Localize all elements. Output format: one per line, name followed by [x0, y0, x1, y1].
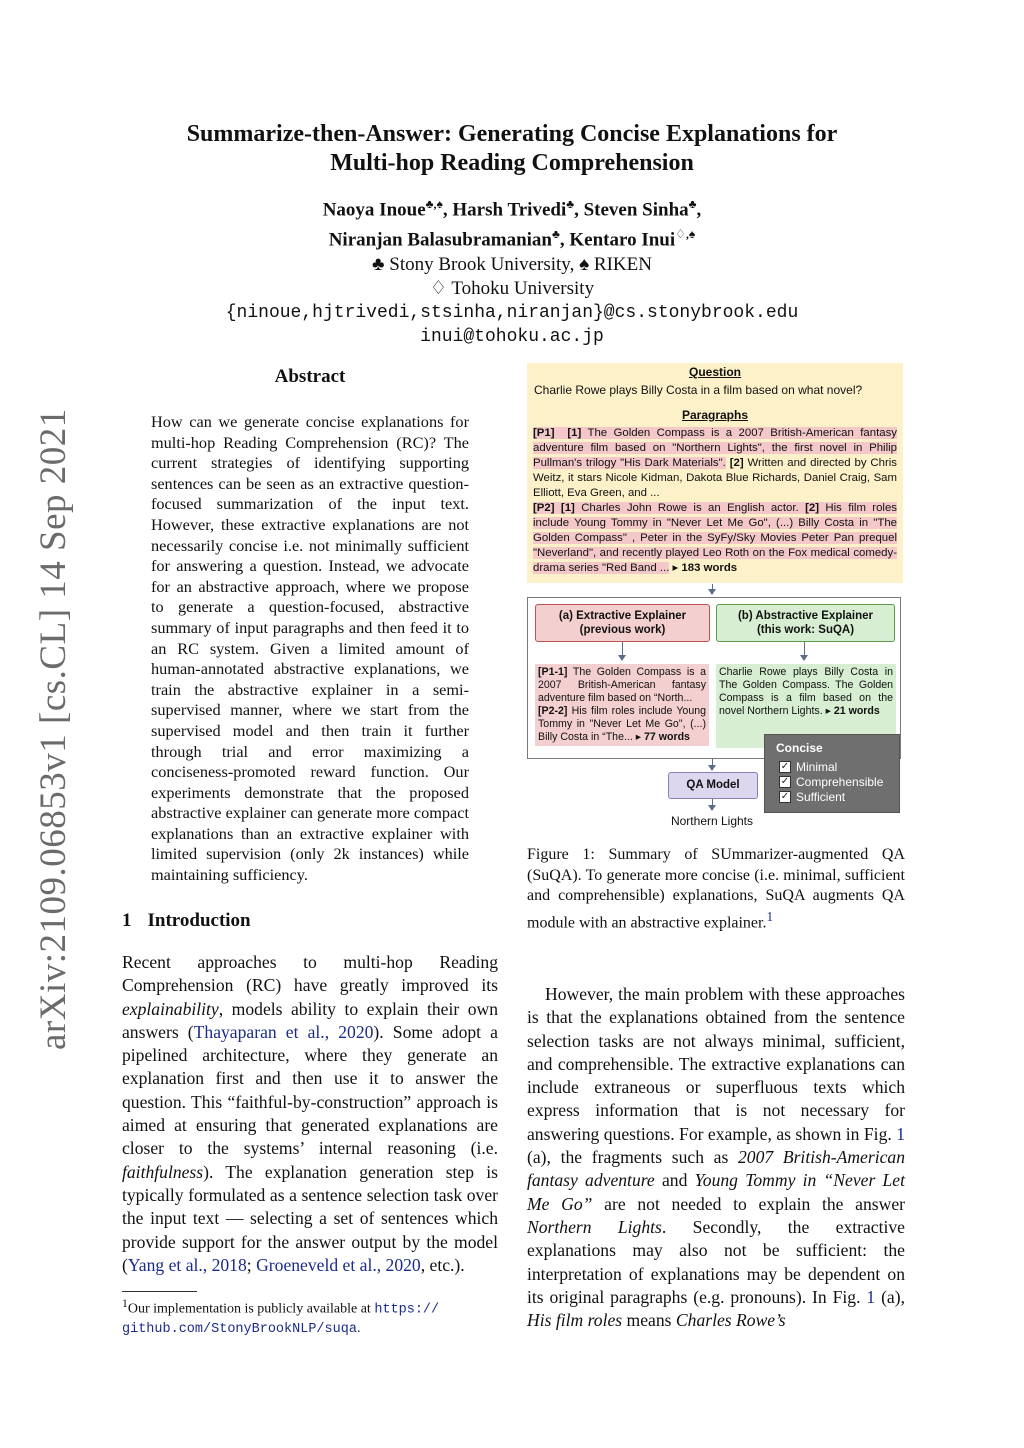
- affil-mark: ♣: [566, 197, 575, 211]
- email-2: inui@tohoku.ac.jp: [420, 326, 604, 347]
- answer-text: Northern Lights: [670, 814, 754, 828]
- section-number: 1: [122, 910, 132, 931]
- author-name: Steven Sinha: [583, 199, 689, 221]
- footnote-url[interactable]: https://: [374, 1302, 440, 1318]
- paragraphs-heading: Paragraphs: [681, 408, 749, 422]
- sent-tag: [P2-2]: [538, 705, 568, 717]
- extractive-explainer-box: [535, 604, 710, 642]
- question-heading: Question: [688, 365, 741, 379]
- paragraphs-text: [533, 426, 897, 576]
- word-count: ▸ 77 words: [635, 731, 690, 743]
- intro-paragraph: [122, 951, 498, 1277]
- section-heading: [122, 910, 267, 932]
- text-run: ). Some adopt a pipelined architecture, where they generate an explanation first and then use it to answer the question. This “faithful-by-construction” approach is aimed at ensuring that generated explanations are closer to the systems’ internal reasoning (i.e.: [122, 1021, 498, 1159]
- abstract-text: How can we generate concise explanations for multi-hop Reading Comprehension (RC)? The current strategies of identifying supporting sentences can be seen as an extractive question-focused summarization of the input text. However, these extractive explanations are not necessarily concise i.e. not minimally sufficient for answering a question. Instead, we advocate for an abstractive approach, where we propose to generate a question-focused, abstractive summary of input paragraphs and then feed it to an RC system. Given a limited amount of human-annotated abstractive explanations, we train the abstractive explainer in a semi-supervised manner, where we start from the supervised model and then train it further through trial and error maximizing a conciseness-promoted reward function. Our experiments demonstrate that the proposed abstractive explainer can generate more compact explanations than an extractive explainer with limited supervision (only 2k instances) while maintaining sufficiency.: [151, 412, 469, 885]
- section-title: Introduction: [147, 910, 251, 931]
- text-run: Recent approaches to multi-hop Reading Comprehension (RC) have greatly improved its: [122, 952, 498, 996]
- affiliation-2: ♢ Tohoku University: [429, 277, 595, 299]
- emphasis: Charles Rowe’s: [675, 1310, 786, 1331]
- citation-link[interactable]: Groeneveld et al., 2020: [256, 1254, 421, 1275]
- footnote-url[interactable]: github.com/StonyBrookNLP/suqa: [122, 1321, 357, 1337]
- caption-text: Summary of SUmmarizer-augmented QA (SuQA). To generate more concise (i.e. minimal, sufficient and comprehensible) explanations, SuQA augments QA module with an abstractive explainer.: [527, 846, 906, 931]
- footnote-end: .: [356, 1320, 361, 1336]
- text-run: . Secondly, the extractive explanations may also not be sufficient: the interpretation of explanations may be dependent on its original paragraphs (e.g. pronouns). In Fig.: [527, 1216, 905, 1307]
- footnote-rule: [122, 1291, 197, 1292]
- para-tag: [P2] [1]: [533, 502, 575, 514]
- text-run: are not needed to explain the answer: [592, 1193, 905, 1214]
- checkbox-item: [779, 760, 837, 774]
- checkbox-label: Comprehensible: [796, 775, 884, 789]
- text-run: However, the main problem with these approaches is that the explanations obtained from the sentence selection tasks are not always minimal, sufficient, and comprehensible. The extractive explanations can include extraneous or superfluous texts which express information that is not necessary for answering questions. For example, as shown in Fig.: [527, 984, 905, 1144]
- arrow-head-icon: [708, 765, 716, 771]
- box-sublabel: (this work: SuQA): [756, 624, 855, 636]
- email-1: {ninoue,hjtrivedi,stsinha,niranjan}@cs.stonybrook.edu: [225, 302, 799, 323]
- sentence: Written and directed by Chris Weitz, it stars Nicole Kidman, Dakota Blue Richards, Daniel Craig, Sam Elliott, Eva Green, and ...: [533, 457, 897, 499]
- emphasis: 2007 British-American fantasy adventure: [527, 1147, 905, 1191]
- checkbox-label: Minimal: [796, 760, 838, 774]
- author-name: Harsh Trivedi: [452, 199, 567, 221]
- box-label: (a) Extractive Explainer: [558, 610, 687, 622]
- footnote-text: Our implementation is publicly available at: [127, 1301, 375, 1317]
- sentence: His film roles include Young Tommy in "Never Let Me Go", (...) Billy Costa in "The Golden Compass" , Peter in the SyFy/Sky Movies Peter Pan prequel "Neverland", and recently played Leo Roth on the Fox medical comedy-drama series "Red Band ...: [533, 502, 897, 574]
- emphasis: His film roles: [527, 1310, 623, 1331]
- figure-1: [527, 363, 905, 833]
- paper-title: [120, 120, 904, 178]
- input-box: [527, 363, 903, 583]
- arrow-head-icon: [800, 655, 808, 661]
- arrow-head-icon: [708, 589, 716, 595]
- emphasis: Young Tommy in “Never Let Me Go”: [527, 1170, 906, 1214]
- text-run: ). The explanation generation step is typically formulated as a sentence selection task over the input text — selecting a set of sentences which provide support for the answer output by the model (: [122, 1161, 498, 1275]
- sent-tag: [2]: [729, 457, 744, 469]
- text-run: ;: [246, 1254, 257, 1275]
- footnote-mark: 1: [122, 1297, 128, 1310]
- affil-mark: ♣: [552, 227, 560, 242]
- title-line-1: Summarize-then-Answer: Generating Concise Explanations for: [186, 121, 838, 147]
- author-name: Niranjan Balasubramanian: [328, 229, 552, 251]
- concise-legend: [764, 734, 900, 813]
- citation-link[interactable]: Thayaparan et al., 2020: [193, 1021, 374, 1042]
- qa-model-box: QA Model: [668, 772, 758, 799]
- checkbox-item: [779, 790, 845, 804]
- text-run: (a), the fragments such as: [527, 1147, 738, 1168]
- figure-ref-link[interactable]: 1: [896, 1123, 905, 1144]
- arrow-head-icon: [618, 655, 626, 661]
- text-run: (a),: [875, 1286, 905, 1307]
- footnote-ref[interactable]: 1: [766, 908, 774, 924]
- sentence: His film roles include Young Tommy in "Never Let Me Go", (...) Billy Costa in “The...: [538, 705, 706, 743]
- sentence: The Golden Compass is a 2007 British-American fantasy adventure film based on “North...: [538, 666, 706, 704]
- text-run: and: [654, 1170, 695, 1191]
- question-text: Charlie Rowe plays Billy Costa in a film based on what novel?: [534, 383, 863, 397]
- affil-mark: ♣: [688, 197, 697, 211]
- sent-tag: [1]: [567, 427, 582, 439]
- para-tag: [P1]: [533, 427, 555, 439]
- checkbox-label: Sufficient: [796, 790, 846, 804]
- arrow-head-icon: [708, 805, 716, 811]
- affiliation-1: ♣ Stony Brook University, ♠ RIKEN: [372, 253, 652, 275]
- checkbox-icon: ✓: [780, 776, 790, 787]
- caption-label: Figure 1:: [527, 846, 595, 863]
- checkbox-icon: ✓: [780, 791, 790, 802]
- affil-mark: ♢,♠: [675, 227, 696, 242]
- emphasis: explainability: [122, 998, 219, 1019]
- citation-link[interactable]: Yang et al., 2018: [127, 1254, 247, 1275]
- abstract-heading: Abstract: [274, 366, 346, 387]
- author-name: Kentaro Inui: [569, 229, 676, 251]
- footnote: [122, 1295, 500, 1339]
- arxiv-stamp: arXiv:2109.06853v1 [cs.CL] 14 Sep 2021: [33, 408, 74, 1050]
- box-sublabel: (previous work): [579, 624, 666, 636]
- emphasis: Northern Lights: [527, 1216, 662, 1237]
- author-name: Naoya Inoue: [322, 199, 426, 221]
- extractive-output: [535, 664, 709, 746]
- author-line-2: Niranjan Balasubramanian♣, Kentaro Inui♢,♠: [328, 227, 696, 251]
- sent-tag: [P1-1]: [538, 666, 568, 678]
- author-block: [120, 192, 904, 349]
- summary-text: Charlie Rowe plays Billy Costa in The Golden Compass. The Golden Compass is a film based on the novel Northern Lights.: [719, 666, 893, 717]
- box-label: (b) Abstractive Explainer: [737, 610, 874, 622]
- right-column-paragraph: [527, 983, 905, 1332]
- sentence: Charles John Rowe is an English actor.: [574, 502, 799, 514]
- author-line-1: Naoya Inoue♣,♠, Harsh Trivedi♣, Steven Sinha♣,: [322, 197, 702, 221]
- title-line-2: Multi-hop Reading Comprehension: [330, 150, 694, 176]
- emphasis: faithfulness: [122, 1161, 204, 1182]
- checkbox-item: [779, 775, 883, 789]
- word-count: ▸ 21 words: [825, 705, 880, 717]
- abstractive-explainer-box: [716, 604, 895, 642]
- text-run: , models ability to explain their own answers (: [122, 998, 498, 1042]
- affil-mark: ♣,♠: [425, 197, 443, 211]
- figure-caption: [527, 845, 905, 933]
- word-count: ▸ 183 words: [672, 562, 738, 574]
- text-run: , etc.).: [420, 1254, 465, 1275]
- figure-ref-link[interactable]: 1: [866, 1286, 876, 1307]
- sentence: The Golden Compass is a 2007 British-American fantasy adventure film based on "Northern Lights", the first novel in Philip Pullman's trilogy "His Dark Materials".: [533, 427, 897, 469]
- sent-tag: [2]: [805, 502, 819, 514]
- legend-heading: Concise: [776, 741, 823, 755]
- text-run: means: [622, 1310, 676, 1331]
- checkbox-icon: ✓: [780, 761, 790, 772]
